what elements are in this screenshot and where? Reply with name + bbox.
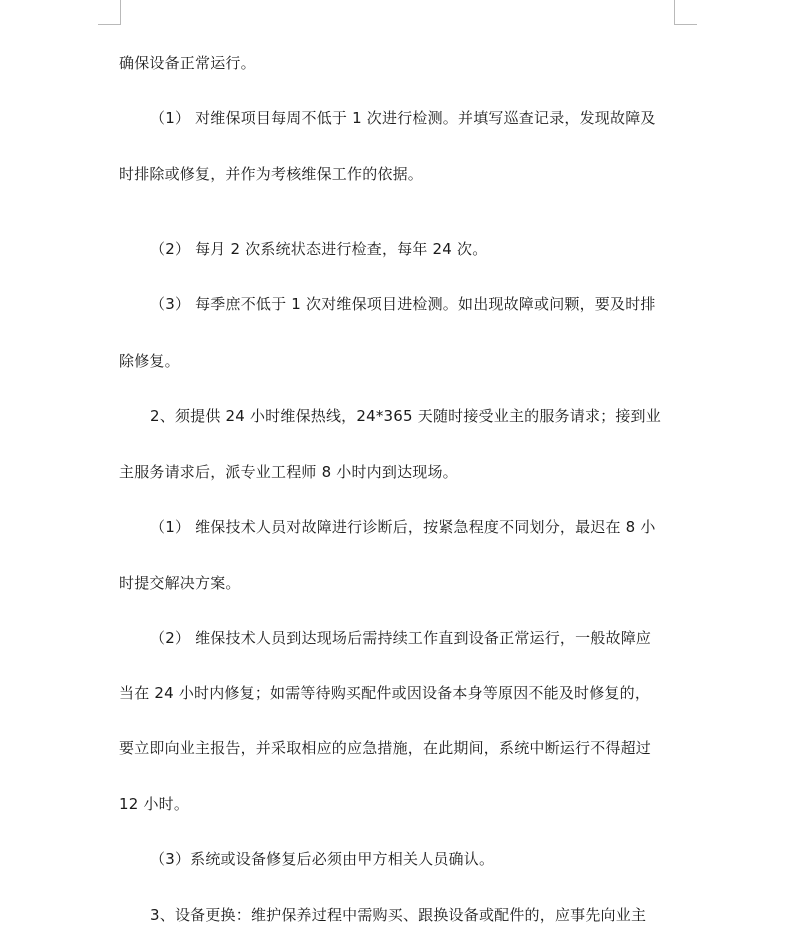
text-line-12: 当在 24 小时内修复；如需等待购买配件或因设备本身等原因不能及时修复的， <box>119 684 651 702</box>
text-line-5: （3） 每季庶不低于 1 次对维保项目进检测。如出现故障或问颗，要及时排 <box>150 295 656 313</box>
text-line-3: 时排除或修复，并作为考核维保工作的依据。 <box>119 165 424 183</box>
text-line-15: （3）系统或设备修复后必须由甲方相关人员确认。 <box>150 850 495 868</box>
text-line-9: （1） 维保技术人员对故障进行诊断后，按紧急程度不同划分，最迟在 8 小 <box>150 518 656 536</box>
top-left-margin-mark <box>98 0 121 25</box>
text-line-11: （2） 维保技术人员到达现场后需持续工作直到设备正常运行，一般故障应 <box>150 629 652 647</box>
text-line-2: （1） 对维保项目每周不低于 1 次进行检测。并填写巡查记录，发现故障及 <box>150 109 656 127</box>
text-line-7: 2、须提供 24 小时维保热线，24*365 天随时接受业主的服务请求；接到业 <box>150 407 661 425</box>
text-line-1: 确保设备正常运行。 <box>119 54 256 72</box>
top-right-margin-mark <box>674 0 697 25</box>
text-line-16: 3、设备更换：维护保养过程中需购买、跟换设备或配件的，应事先向业主 <box>150 906 647 924</box>
text-line-8: 主服务请求后，派专业工程师 8 小时内到达现场。 <box>119 463 458 481</box>
text-line-13: 要立即向业主报告，并采取相应的应急措施，在此期间，系统中断运行不得超过 <box>119 739 652 757</box>
text-line-4: （2） 每月 2 次系统状态进行检查，每年 24 次。 <box>150 240 488 258</box>
text-line-14: 12 小时。 <box>119 795 190 813</box>
text-line-10: 时提交解决方案。 <box>119 574 241 592</box>
text-line-6: 除修复。 <box>119 352 180 370</box>
